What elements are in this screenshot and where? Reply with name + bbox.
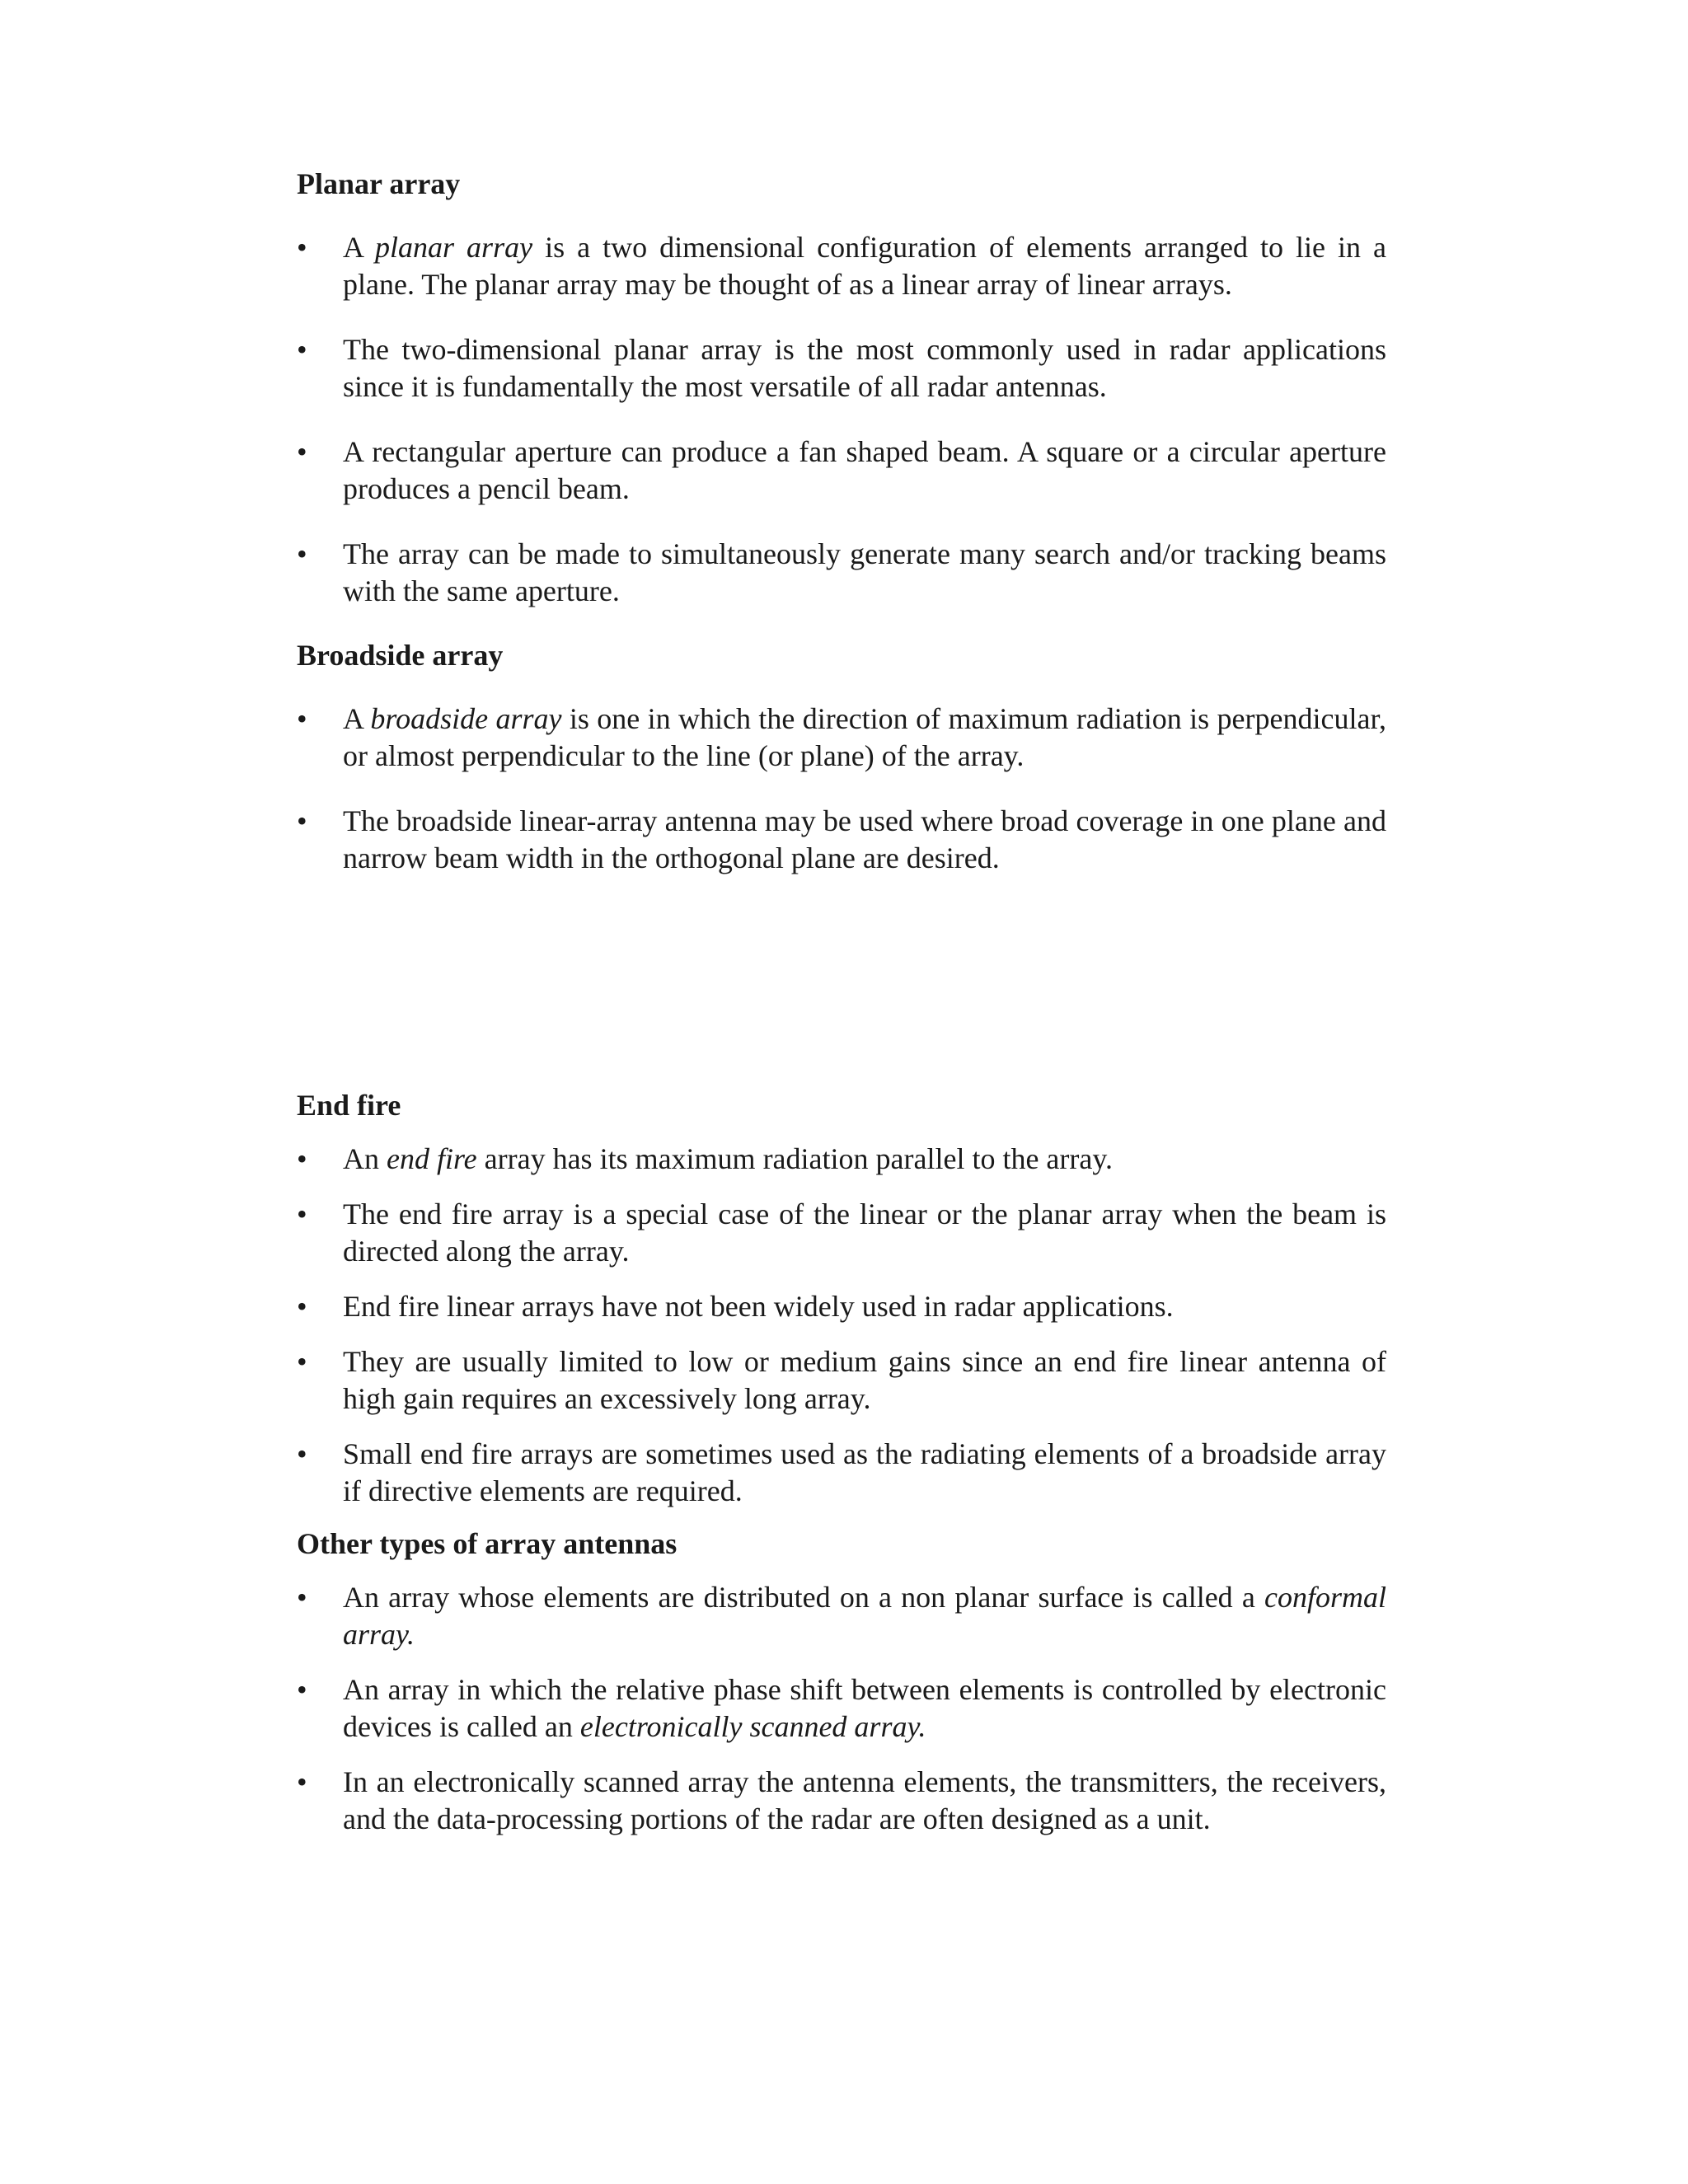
item-text: is a two dimensional configuration of elements arranged to lie in a plane. The planar array may be thought of as a linear array of linear arrays. <box>343 231 1386 301</box>
list-item <box>297 434 1386 508</box>
bullet-icon: • <box>297 1765 307 1798</box>
item-text: The two-dimensional planar array is the most commonly used in radar applications since it is fundamentally the most versatile of all radar antennas. <box>343 333 1386 403</box>
section-end-fire <box>297 1086 1386 1528</box>
item-text: An array whose elements are distributed on a non planar surface is called a <box>343 1581 1264 1614</box>
bullet-icon: • <box>297 435 307 468</box>
item-text: In an electronically scanned array the antenna elements, the transmitters, the receivers, and the data-processing portions of the radar are often designed as a unit. <box>343 1765 1386 1835</box>
item-text: End fire linear arrays have not been widely used in radar applications. <box>343 1290 1174 1323</box>
bullet-icon: • <box>297 1673 307 1706</box>
list-item <box>297 1196 1386 1270</box>
item-text: An <box>343 1142 387 1175</box>
section-broadside-array <box>297 636 1386 905</box>
section-planar-array <box>297 165 1386 638</box>
item-text: An array in which the relative phase shift between elements is controlled by electronic devices is called an <box>343 1673 1386 1743</box>
list-item <box>297 331 1386 405</box>
bullet-icon: • <box>297 1142 307 1175</box>
item-text: is one in which the direction of maximum radiation is perpendicular, or almost perpendicular to the line (or plane) of the array. <box>343 702 1387 772</box>
bullet-list <box>297 229 1386 610</box>
item-text: They are usually limited to low or medium gains since an end fire linear antenna of high gain requires an excessively long array. <box>343 1345 1386 1415</box>
bullet-icon: • <box>297 333 307 366</box>
list-item <box>297 803 1386 877</box>
section-heading: Broadside array <box>297 639 504 672</box>
item-emphasis: planar array <box>375 231 533 264</box>
list-item <box>297 1764 1386 1838</box>
list-item <box>297 229 1386 303</box>
bullet-icon: • <box>297 1437 307 1470</box>
list-item <box>297 1436 1386 1510</box>
item-text: A rectangular aperture can produce a fan shaped beam. A square or a circular aperture produces a pencil beam. <box>343 435 1386 505</box>
bullet-icon: • <box>297 1290 307 1323</box>
item-text: The broadside linear-array antenna may be used where broad coverage in one plane and narrow beam width in the orthogonal plane are desired. <box>343 804 1386 874</box>
bullet-icon: • <box>297 804 307 837</box>
item-emphasis: broadside array <box>370 702 562 735</box>
bullet-icon: • <box>297 1345 307 1378</box>
item-text: array has its maximum radiation parallel to the array. <box>476 1142 1114 1175</box>
item-text: The end fire array is a special case of the linear or the planar array when the beam is directed along the array. <box>343 1197 1386 1268</box>
list-item <box>297 1579 1386 1653</box>
section-heading: Planar array <box>297 167 461 200</box>
item-text: Small end fire arrays are sometimes used as the radiating elements of a broadside array if directive elements are required. <box>343 1437 1386 1507</box>
bullet-icon: • <box>297 702 307 735</box>
bullet-icon: • <box>297 537 307 570</box>
item-text: The array can be made to simultaneously generate many search and/or tracking beams with the same aperture. <box>343 537 1386 607</box>
section-other-array-types <box>297 1525 1386 1856</box>
bullet-icon: • <box>297 1581 307 1614</box>
list-item <box>297 536 1386 610</box>
item-text: A <box>343 702 371 735</box>
item-emphasis: electronically scanned array. <box>579 1710 926 1743</box>
section-heading: Other types of array antennas <box>297 1527 678 1560</box>
section-heading: End fire <box>297 1089 401 1122</box>
item-emphasis: end fire <box>387 1142 477 1175</box>
list-item <box>297 1288 1386 1325</box>
list-item <box>297 1343 1386 1418</box>
bullet-icon: • <box>297 1197 307 1230</box>
item-emphasis: conformal array. <box>343 1581 1386 1651</box>
list-item <box>297 1671 1386 1746</box>
bullet-icon: • <box>297 231 307 264</box>
list-item <box>297 1141 1386 1178</box>
bullet-list <box>297 1579 1386 1838</box>
bullet-list <box>297 701 1386 877</box>
bullet-list <box>297 1141 1386 1510</box>
list-item <box>297 701 1386 775</box>
item-text: A <box>343 231 376 264</box>
